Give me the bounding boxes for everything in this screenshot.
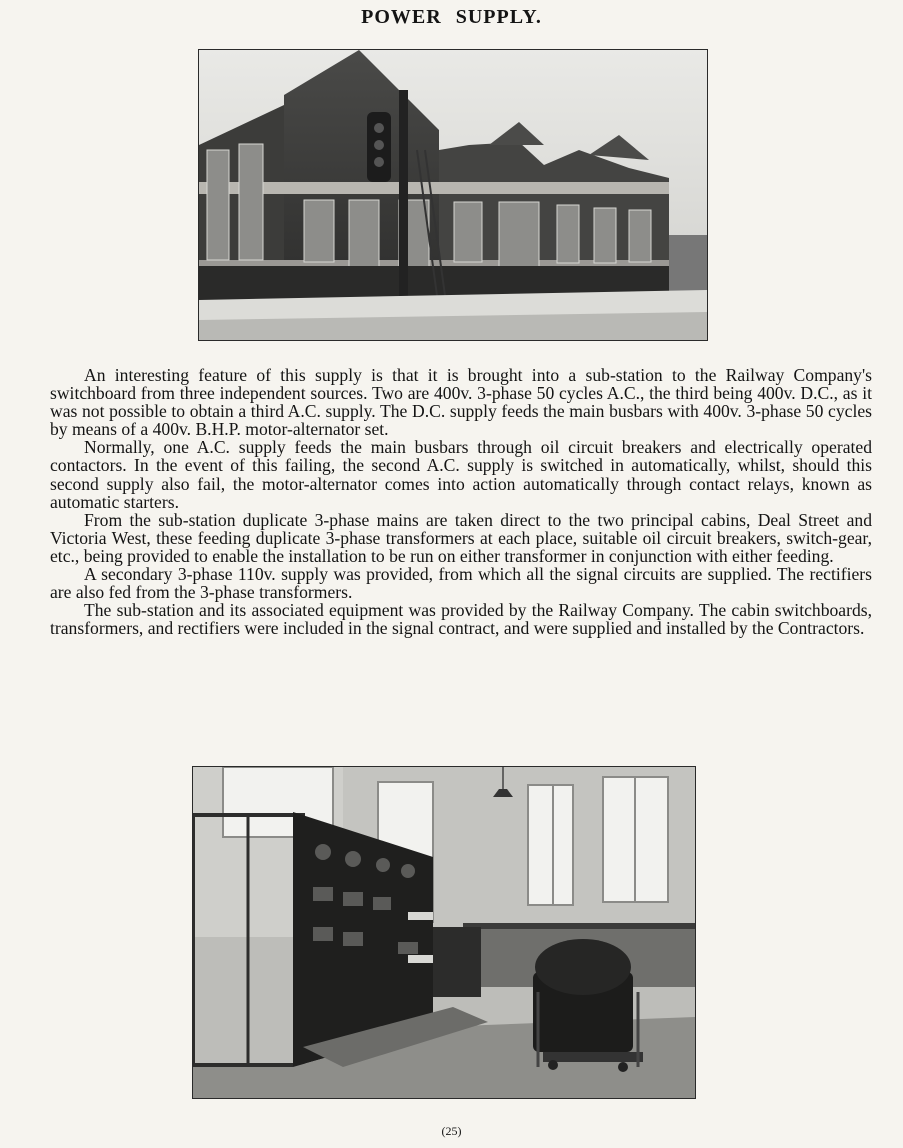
paragraph: An interesting feature of this supply is that it is brought into a sub-station to the Railway Company's switchboard from three independent sources. Two are 400v. 3-phase 50 cycles A.C., the third being 400v. D.C., as it was not possible to obtain a third A.C. supply. The D.C. supply feeds the main busbars with 400v. 3-phase 50 cycles by means of a 400v. B.H.P. motor-alternator set.: [50, 365, 872, 440]
page-number: (25): [441, 1124, 462, 1138]
paragraph: A secondary 3-phase 110v. supply was provided, from which all the signal circuits are supplied. The rectifiers are also fed from the 3-phase transformers.: [50, 564, 872, 603]
paragraph: Normally, one A.C. supply feeds the main busbars through oil circuit breakers and electrically operated contactors. In the event of this failing, the second A.C. supply is switched in automatically, whilst, should this second supply also fail, the motor-alternator comes into action automatically through contact relays, known as automatic starters.: [50, 437, 872, 512]
substation-building-photo: [199, 50, 707, 340]
page-title: POWER SUPPLY.: [361, 6, 542, 28]
switchboard-room-photo: [193, 767, 695, 1098]
article-body: [50, 366, 872, 637]
paragraph: From the sub-station duplicate 3-phase mains are taken direct to the two principal cabins, Deal Street and Victoria West, these feeding duplicate 3-phase transformers at each place, suitable oil circuit breakers, switch-gear, etc., being provided to enable the installation to be run on either transformer in conjunction with either feeding.: [50, 509, 872, 566]
paragraph: The sub-station and its associated equipment was provided by the Railway Company. The cabin switchboards, transformers, and rectifiers were included in the signal contract, and were supplied and installed by the Contractors.: [50, 600, 872, 639]
